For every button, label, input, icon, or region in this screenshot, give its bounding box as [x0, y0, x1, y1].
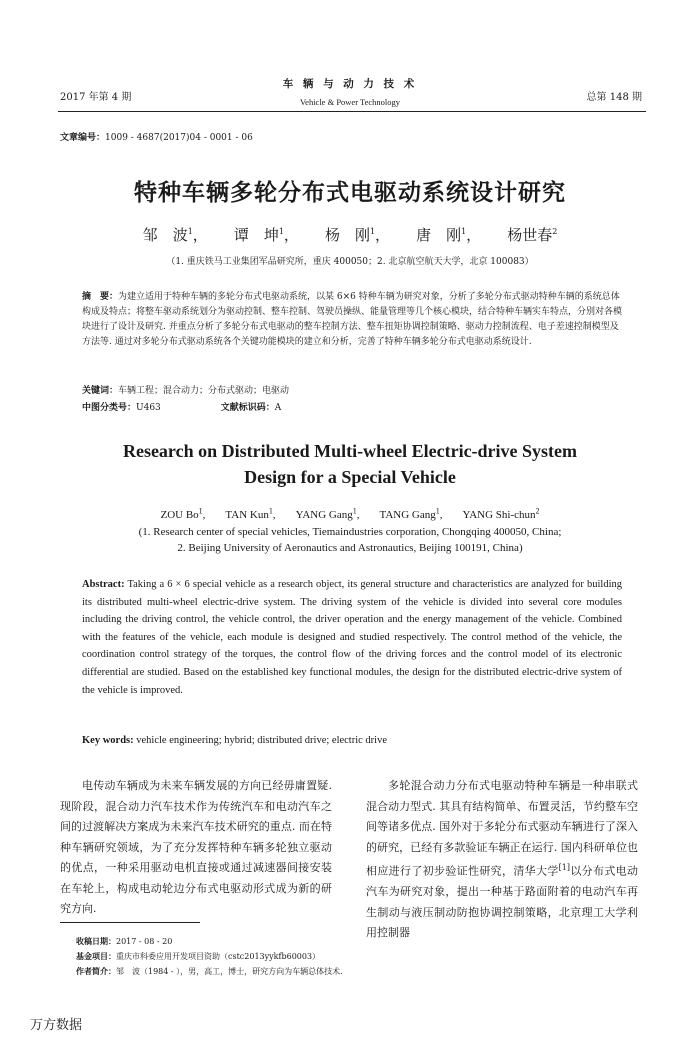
footnotes: [76, 934, 343, 979]
footnote-author: 作者简介：邹 波（1984 - ），男，高工，博士，研究方向为车辆总体技术.: [76, 966, 343, 976]
journal-title-cn: 车 辆 与 动 力 技 术: [282, 78, 418, 90]
keywords-en: [82, 735, 387, 746]
doc-code-value: A: [274, 403, 282, 413]
author-en: ZOU Bo$^1$,: [160, 506, 206, 521]
body-column-left: [60, 776, 332, 920]
author-en: YANG Gang$^1$,: [295, 506, 360, 521]
body-paragraph: 电传动车辆成为未来车辆发展的方向已经毋庸置疑. 现阶段，混合动力汽车技术作为传统汽车和电动汽车之间的过渡解决方案成为未来汽车技术研究的重点. 而在特种车辆研究领域，为了充分发挥特种车辆多轮独立驱动的优点，一种采用驱动电机直接或通过减速器间接安装在车轮上，构成电动轮边分布式电驱动形式成为新的研究方向.: [60, 779, 332, 915]
clc-value: U463: [136, 403, 161, 413]
article-number-value: 1009 - 4687(2017)04 - 0001 - 06: [105, 133, 253, 143]
affiliation-en-line: 2. Beijing University of Aeronautics and Astronautics, Beijing 100191, China): [177, 542, 523, 554]
author-cn: 杨 刚$^1$，: [324, 226, 391, 244]
clc-label: 中图分类号：: [82, 403, 137, 413]
header-rule: [58, 111, 646, 112]
author-cn: 邹 波$^1$，: [142, 226, 208, 244]
keywords-cn: [82, 384, 289, 399]
citation: [1]: [558, 863, 571, 872]
header-journal: [250, 76, 450, 107]
doc-code-label: 文献标识码：: [220, 403, 275, 413]
keywords-en-label: Key words:: [82, 735, 134, 746]
body-column-right: [366, 776, 638, 944]
authors-en: [40, 506, 660, 521]
header-issue: 2017 年第 4 期: [60, 92, 132, 103]
affiliation-en-line: (1. Research center of special vehicles, Tiemaindustries corporation, Chongqing 400050, China;: [138, 526, 562, 538]
author-en: YANG Shi-chun$^2$: [462, 506, 540, 521]
author-cn: 唐 刚$^1$，: [416, 226, 482, 244]
author-en: TANG Gang$^1$,: [379, 506, 443, 521]
author-cn: 谭 坤$^1$，: [233, 226, 299, 244]
abstract-cn-label: 摘 要：: [82, 292, 119, 302]
footnote-rule: [60, 922, 200, 923]
title-en: [40, 438, 660, 490]
keywords-cn-label: 关键词：: [82, 386, 119, 396]
abstract-en-label: Abstract:: [82, 579, 125, 590]
title-en-line: Design for a Special Vehicle: [244, 467, 456, 487]
abstract-cn: [82, 290, 622, 350]
journal-title-en: Vehicle & Power Technology: [299, 97, 401, 107]
footnote-received: 收稿日期：2017 - 08 - 20: [76, 936, 173, 946]
header-serial: 总第 148 期: [586, 92, 642, 103]
watermark: 万方数据: [30, 1018, 83, 1033]
title-cn: 特种车辆多轮分布式电驱动系统设计研究: [134, 180, 566, 206]
abstract-cn-text: 为建立适用于特种车辆的多轮分布式电驱动系统，以某 6×6 特种车辆为研究对象，分析了多轮分布式驱动特种车辆的系统总体构成及特点；将整车驱动系统划分为驱动控制、整车控制、驾驶员操纵、能量管理等几个核心模块，结合特种车辆实车特点，分别对各模块进行了设计及研究. 并重点分析了多轮分布式电驱动的整车控制方法、整车扭矩协调控制策略、驱动力控制流程、电子差速控制模型及方法等. 通过对多轮分布式驱动系统各个关键功能模块的建立和分析，完善了特种车辆多轮分布式电驱动系统设计.: [82, 292, 623, 347]
article-number: [60, 130, 253, 143]
article-number-label: 文章编号：: [60, 133, 106, 143]
title-en-line: Research on Distributed Multi-wheel Electric-drive System: [122, 441, 578, 461]
abstract-en: [82, 576, 622, 699]
body-paragraph: 多轮混合动力分布式电驱动特种车辆是一种串联式混合动力型式. 其具有结构简单、布置灵活，节约整车空间等诸多优点. 国外对于多轮分布式驱动车辆进行了深入的研究，已经有多款验证车辆正在运行. 国内科研单位也相应进行了初步验证性研究，清华大学[1]以分布式电动汽车为研究对象，提出一种基于路面附着的电动汽车再生制动与液压制动防抱协调控制策略，北京理工大学利用控制器: [366, 779, 639, 940]
author-en: TAN Kun$^1$,: [225, 506, 276, 521]
classification: [82, 400, 281, 413]
keywords-cn-text: 车辆工程；混合动力；分布式驱动；电驱动: [118, 386, 290, 396]
affiliation-en: [40, 524, 660, 556]
keywords-en-text: vehicle engineering; hybrid; distributed drive; electric drive: [136, 735, 387, 746]
author-cn: 杨世春$^2$: [507, 226, 558, 244]
authors-cn: [40, 224, 660, 245]
affiliation-cn: （1. 重庆铁马工业集团军品研究所，重庆 400050；2. 北京航空航天大学，北京 100083）: [166, 257, 534, 267]
footnote-funding: 基金项目：重庆市科委应用开发项目资助（cstc2013yykfb60003）: [76, 951, 321, 961]
abstract-en-text: Taking a 6 × 6 special vehicle as a research object, its general structure and characteristics are analyzed for building its distributed multi-wheel electric-drive system. The driving system of the vehicle is divided into several core modules including the driving control, the vehicle control, the driver operation and the energy management of the vehicle. Combined with the features of the vehicle, each module is designed and studied respectively. The control method of the vehicle, the coordination control strategy of the torques, the control flow of the driving forces and the control model of its electronic differential are studied. Based on the established key functional modules, the design for the distributed electric-drive system of the vehicle is improved.: [82, 579, 622, 696]
